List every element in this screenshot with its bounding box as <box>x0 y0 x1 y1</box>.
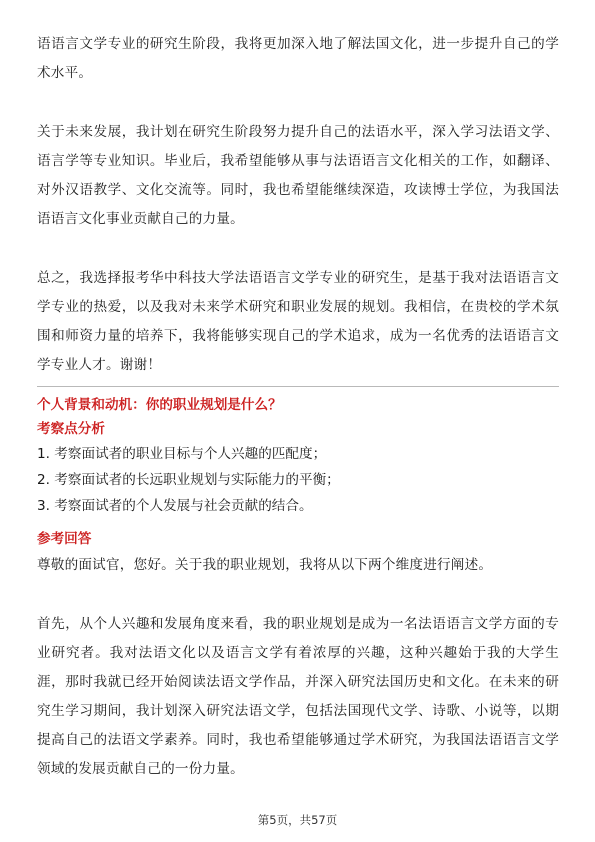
paragraph-gap <box>37 88 559 118</box>
paragraph-gap <box>37 234 559 264</box>
answer-body: 首先，从个人兴趣和发展角度来看，我的职业规划是成为一名法语语言文学方面的专业研究者。我对法语文化以及语言文学有着浓厚的兴趣，这种兴趣始于我的大学生涯，那时我就已经开始阅读法语文学作品，并深入研究法国历史和文化。在未来的研究生学习期间，我计划深入研究法语文学，包括法国现代文学、诗歌、小说等，以期提高自己的法语文学素养。同时，我也希望能够通过学术研究，为我国法语语言文学领域的发展贡献自己的一份力量。 <box>37 616 559 777</box>
answer-heading: 参考回答 <box>37 531 92 547</box>
paragraph-future-plan: 关于未来发展，我计划在研究生阶段努力提升自己的法语水平，深入学习法语文学、语言学等专业知识。毕业后，我希望能够从事与法语语言文化相关的工作，如翻译、对外汉语教学、文化交流等。同时，我也希望能继续深造，攻读博士学位，为我国法语语言文化事业贡献自己的力量。 <box>37 124 559 227</box>
analysis-point: 2. 考察面试者的长远职业规划与实际能力的平衡； <box>37 472 340 488</box>
analysis-heading: 考察点分析 <box>37 421 105 437</box>
section-divider <box>37 386 559 387</box>
document-body <box>37 30 559 784</box>
page-number: 第5页，共57页 <box>257 813 338 827</box>
analysis-point: 1. 考察面试者的职业目标与个人兴趣的匹配度； <box>37 446 327 462</box>
paragraph-gap <box>37 580 559 610</box>
paragraph-conclusion: 总之，我选择报考华中科技大学法语语言文学专业的研究生，是基于我对法语语言文学专业的热爱，以及我对未来学术研究和职业发展的规划。我相信，在贵校的学术氛围和师资力量的培养下，我将能够实现自己的学术追求，成为一名优秀的法语语言文学专业人才。谢谢！ <box>37 270 559 373</box>
answer-greeting: 尊敬的面试官，您好。关于我的职业规划，我将从以下两个维度进行阐述。 <box>37 557 493 573</box>
paragraph-continuation: 语语言文学专业的研究生阶段，我将更加深入地了解法国文化，进一步提升自己的学术水平。 <box>37 36 559 81</box>
analysis-point: 3. 考察面试者的个人发展与社会贡献的结合。 <box>37 498 313 514</box>
question-heading: 个人背景和动机：你的职业规划是什么？ <box>37 397 282 413</box>
